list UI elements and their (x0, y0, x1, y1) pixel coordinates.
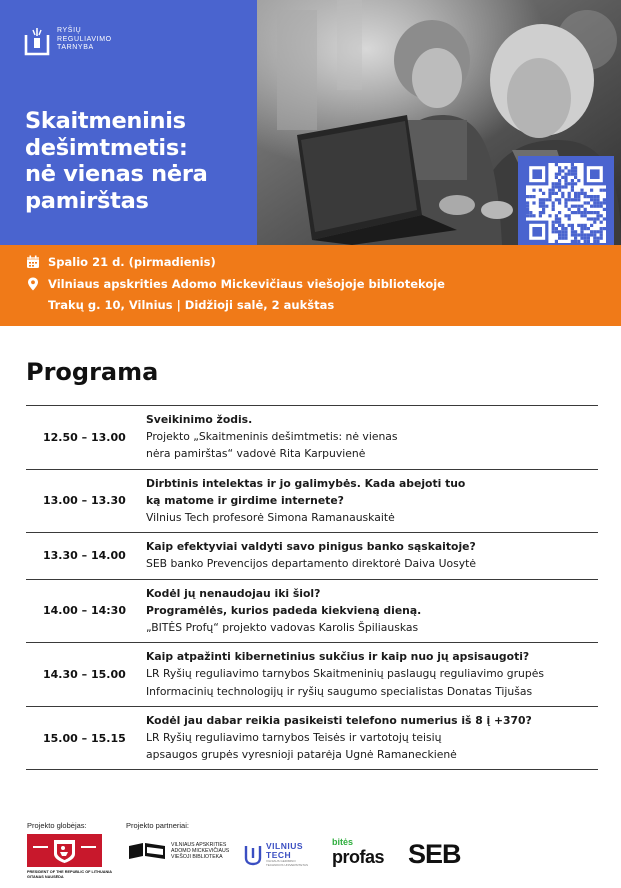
session-speaker: SEB banko Prevencijos departamento direktorė Daiva Uosytė (146, 557, 476, 571)
bites-profas-logo (332, 838, 384, 867)
session-body (146, 643, 598, 706)
session-title: Dirbtinis intelektas ir jo galimybės. Kada abejoti tuo ką matome ir girdime internete? (146, 476, 466, 507)
table-row (26, 707, 598, 771)
patron-caption-line: PRESIDENT OF THE REPUBLIC OF LITHUANIA (27, 870, 113, 874)
vilnius-tech-text (266, 842, 308, 867)
event-address-text: Trakų g. 10, Vilnius | Didžioji salė, 2 aukštas (48, 298, 335, 312)
vilnius-tech-icon (244, 844, 262, 866)
session-time: 13.00 – 13.30 (43, 494, 126, 508)
table-row (26, 533, 598, 579)
hero-title-line: nė vienas nėra (25, 161, 208, 187)
session-body (146, 406, 598, 469)
library-book-icon (129, 843, 165, 859)
event-address (48, 298, 334, 312)
program-title: Programa (26, 358, 159, 386)
library-logo-line: VILNIAUS APSKRITIES (171, 842, 227, 848)
session-title: Kodėl jų nenaudojau iki šiol? Programėlės, kurios padeda kiekvieną dieną. (146, 586, 422, 617)
session-speaker: LR Ryšių reguliavimo tarnybos Teisės ir vartotojų teisių apsaugos grupės vyresnioji patarėja Ugnė Ramaneckienė (146, 731, 457, 762)
session-body (146, 580, 598, 643)
session-speaker: Vilnius Tech profesorė Simona Ramanauskaitė (146, 511, 395, 525)
session-time: 15.00 – 15.15 (43, 731, 126, 745)
event-venue-text: Vilniaus apskrities Adomo Mickevičiaus viešojoje bibliotekoje (48, 277, 445, 291)
session-speaker: „BITĖS Profų“ projekto vadovas Karolis Špiliauskas (146, 621, 419, 635)
session-time: 14.00 – 14:30 (43, 604, 126, 618)
hero-blue-panel (0, 0, 257, 245)
event-date (26, 255, 216, 269)
qr-code-icon[interactable] (526, 163, 606, 243)
vilnius-tech-logo (244, 842, 308, 867)
session-title: Kodėl jau dabar reikia pasikeisti telefono numerius iš 8 į +370? (146, 713, 532, 727)
bites-text: bitės (332, 837, 354, 847)
rrt-logo-text (57, 27, 112, 53)
vilnius-tech-subline: TECHNIKOS UNIVERSITETAS (266, 862, 308, 867)
vytis-coat-of-arms-icon (27, 834, 102, 867)
session-time: 13.30 – 14.00 (43, 549, 126, 563)
logo-line: TARNYBA (57, 44, 94, 51)
table-row (26, 580, 598, 644)
table-row (26, 643, 598, 707)
session-speaker: LR Ryšių reguliavimo tarnybos Skaitmeninių paslaugų reguliavimo grupės Informacinių technologijų ir ryšių saugumo specialistas Donatas Tijušas (146, 667, 545, 698)
location-pin-icon (26, 277, 40, 291)
library-logo-line: ADOMO MICKEVIČIAUS (171, 848, 230, 854)
rrt-logo (24, 26, 112, 56)
vilnius-tech-subline: VILNIAUS GEDIMINO (266, 859, 296, 863)
logo-line: REGULIAVIMO (57, 35, 112, 43)
patron-caption (27, 870, 113, 879)
session-speaker: Projekto „Skaitmeninis dešimtmetis: nė vienas nėra pamirštas“ vadovė Rita Karpuvienė (146, 430, 398, 461)
hero-title-line: dešimtmetis: (25, 134, 188, 161)
seb-logo: SEB (408, 839, 461, 869)
session-body (146, 470, 598, 533)
hero-title-line: pamirštas (25, 187, 149, 214)
table-row (26, 470, 598, 534)
program-schedule (26, 405, 598, 770)
patron-label: Projekto globėjas: (27, 821, 87, 830)
hero-title (25, 108, 253, 214)
partners-label: Projekto partneriai: (126, 821, 189, 830)
event-info-bar (0, 245, 621, 326)
table-row (26, 406, 598, 470)
rrt-logo-icon (24, 26, 52, 56)
event-date-text: Spalio 21 d. (pirmadienis) (48, 255, 216, 269)
session-body (146, 533, 598, 578)
profas-text: profas (332, 847, 385, 867)
session-title: Kaip efektyviai valdyti savo pinigus banko sąskaitoje? (146, 540, 476, 554)
session-title: Sveikinimo žodis. (146, 413, 253, 426)
session-time: 14.30 – 15.00 (43, 668, 126, 682)
library-logo (129, 842, 229, 860)
hero-title-line: Skaitmeninis (25, 108, 186, 134)
vilnius-tech-line: TECH (266, 850, 292, 860)
vilnius-tech-line: VILNIUS (266, 841, 304, 851)
patron-caption-line: GITANAS NAUSĖDA (27, 874, 64, 879)
session-time: 12.50 – 13.00 (43, 430, 126, 444)
logo-line: RYŠIŲ (57, 27, 82, 34)
calendar-icon (26, 255, 40, 269)
session-body (146, 707, 598, 770)
event-venue (26, 277, 445, 291)
library-logo-line: VIEŠOJI BIBLIOTEKA (171, 854, 223, 860)
session-title: Kaip atpažinti kibernetinius sukčius ir kaip nuo jų apsisaugoti? (146, 650, 530, 664)
library-logo-text (171, 842, 229, 860)
president-logo (27, 834, 102, 867)
